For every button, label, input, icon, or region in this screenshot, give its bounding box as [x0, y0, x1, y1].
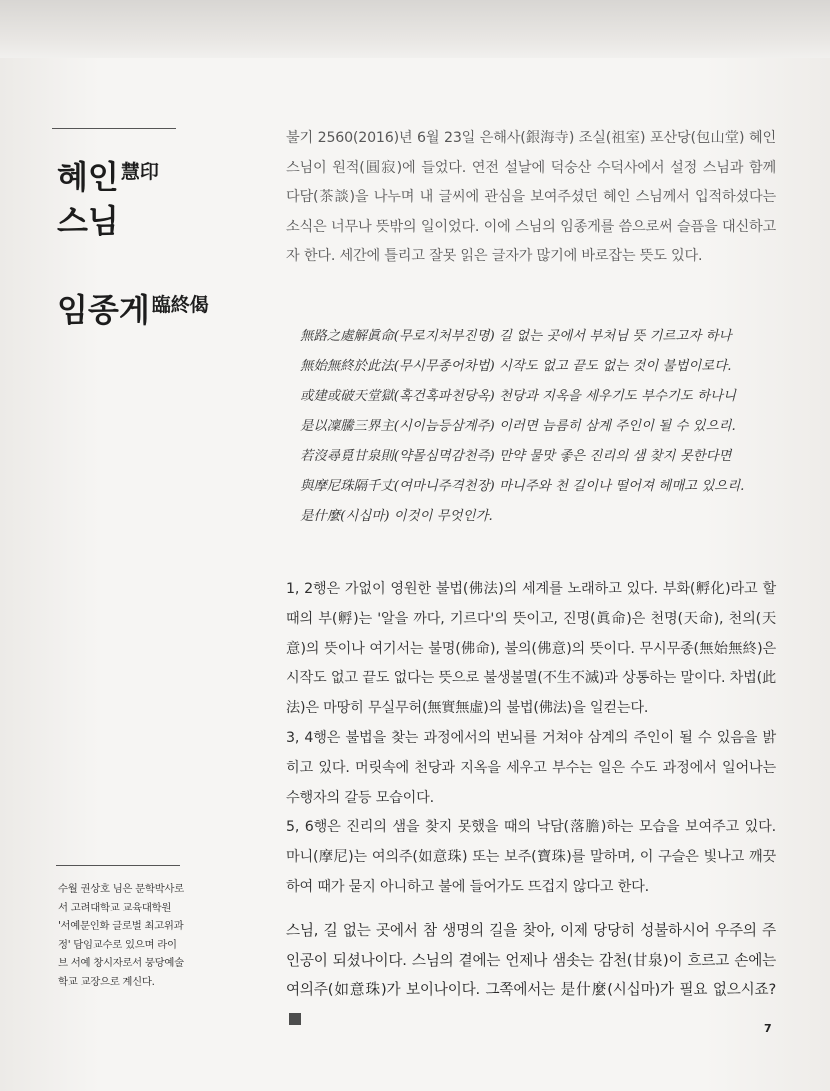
intro-paragraph: 불기 2560(2016)년 6월 23일 은해사(銀海寺) 조실(祖室) 포산당(包山堂) 혜인 스님이 원적(圓寂)에 들었다. 연전 설날에 덕숭산 수덕사에서 설정 스님과 함께 다담(茶談)을 나누며 내 글씨에 관심을 보여주셨던 혜인 스님께서 입적하셨다는 소식은 너무나 뜻밖의 일이었다. 이에 스님의 임종게를 씀으로써 슬픔을 대신하고자 한다. 세간에 틀리고 잘못 읽은 글자가 많기에 바로잡는 뜻도 있다.	[286, 130, 776, 264]
poem-line: 是以凜騰三界主(시이늠등삼계주) 이러면 늠름히 삼계 주인이 될 수 있으리.	[300, 419, 736, 434]
poem-line: 與摩尼珠隔千丈(여마니주격천장) 마니주와 천 길이나 떨어져 헤매고 있으리.	[300, 479, 745, 494]
poem-block	[300, 322, 800, 532]
title-rule	[52, 128, 176, 129]
notes-block	[286, 575, 776, 903]
note-paragraph: 5, 6행은 진리의 샘을 찾지 못했을 때의 낙담(落膽)하는 모습을 보여주고 있다. 마니(摩尼)는 여의주(如意珠) 또는 보주(寶珠)를 말하며, 이 구슬은 빛나고 깨끗하여 때가 묻지 아니하고 불에 들어가도 뜨겁지 않다고 한다.	[286, 819, 776, 895]
poem-line: 無始無終於此法(무시무종어차법) 시작도 없고 끝도 없는 것이 불법이로다.	[300, 359, 732, 374]
poem-line: 或建或破天堂獄(혹건혹파천당옥) 천당과 지옥을 세우기도 부수기도 하나니	[300, 389, 736, 404]
poem-line: 無路之處解眞命(무로지처부진명) 길 없는 곳에서 부처님 뜻 기르고자 하나	[300, 329, 732, 344]
title-hanja-3: 臨終偈	[151, 294, 209, 316]
title-line-1: 혜인 $^{慧印}$	[57, 158, 159, 196]
poem-line: 若沒尋覓甘泉則(약몰심멱감천즉) 만약 물맛 좋은 진리의 샘 찾지 못한다면	[300, 449, 732, 464]
title-line-3: 임종게 $^{臨終偈}$	[57, 291, 209, 329]
page-number: 7	[764, 1022, 772, 1035]
note-paragraph: 3, 4행은 불법을 찾는 과정에서의 번뇌를 거쳐야 삼계의 주인이 될 수 있음을 밝히고 있다. 머릿속에 천당과 지옥을 세우고 부수는 일은 수도 과정에서 일어나는 수행자의 갈등 모습이다.	[286, 729, 776, 806]
article-title	[57, 150, 257, 243]
title-line-2: 스님	[57, 202, 119, 240]
title-hanja-1: 慧印	[120, 161, 159, 183]
note-paragraph: 1, 2행은 가없이 영원한 불법(佛法)의 세계를 노래하고 있다. 부화(孵化)라고 할 때의 부(孵)는 '알을 까다, 기르다'의 뜻이고, 진명(眞命)은 천명(天命), 천의(天意)의 뜻이나 여기서는 불명(佛命), 불의(佛意)의 뜻이다. 무시무종(無始無終)은 시작도 없고 끝도 없다는 뜻으로 불생불멸(不生不滅)과 상통하는 말이다. 차법(此法)은 마땅히 무실무허(無實無虛)의 불법(佛法)을 일컫는다.	[286, 581, 776, 717]
top-shadow-strip	[0, 0, 830, 58]
bio-rule	[56, 865, 180, 866]
end-mark-icon	[289, 1013, 301, 1025]
poem-line: 是什麼(시십마) 이것이 무엇인가.	[300, 509, 493, 524]
closing-paragraph: 스님, 길 없는 곳에서 참 생명의 길을 찾아, 이제 당당히 성불하시어 우주의 주인공이 되셨나이다. 스님의 곁에는 언제나 샘솟는 감천(甘泉)이 흐르고 손에는 여의주(如意珠)가 보이나이다. 그쪽에서는 是什麼(시십마)가 필요 없으시죠?	[286, 916, 776, 1034]
author-bio: 수월 권상호 님은 문학박사로서 고려대학교 교육대학원 '서예문인화 글로벌 최고위과정' 담임교수로 있으며 라이브 서예 창시자로서 뭉당예술학교 교장으로 계신다.	[58, 883, 184, 988]
